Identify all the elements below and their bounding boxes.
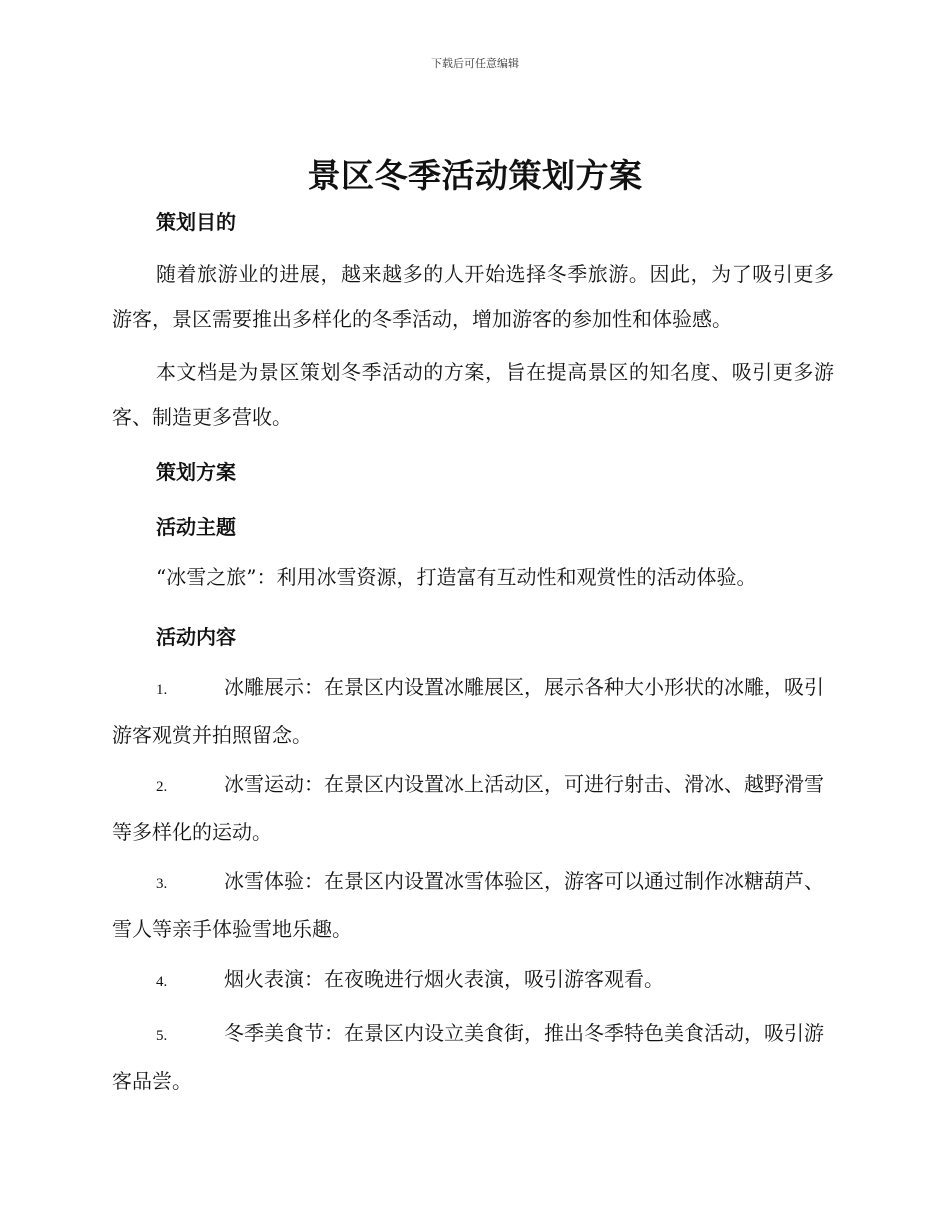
list-item-text: 冰雪体验：在景区内设置冰雪体验区，游客可以通过制作冰糖葫芦、雪人等亲手体验雪地乐趣。 bbox=[112, 869, 824, 941]
list-item-number: 5. bbox=[156, 1028, 168, 1044]
list-item bbox=[112, 957, 834, 1005]
paragraph-purpose-1: 随着旅游业的进展，越来越多的人开始选择冬季旅游。因此，为了吸引更多游客，景区需要推出多样化的冬季活动，增加游客的参加性和体验感。 bbox=[112, 262, 834, 331]
heading-plan: 策划方案 bbox=[156, 460, 236, 484]
heading-purpose: 策划目的 bbox=[156, 210, 236, 234]
paragraph-theme: “冰雪之旅”：利用冰雪资源，打造富有互动性和观赏性的活动体验。 bbox=[156, 565, 757, 589]
list-item-number: 2. bbox=[156, 779, 168, 795]
list-item bbox=[112, 665, 834, 758]
list-item bbox=[112, 859, 834, 952]
list-item bbox=[112, 1011, 834, 1104]
document-title: 景区冬季活动策划方案 bbox=[307, 156, 643, 195]
list-item-number: 1. bbox=[156, 682, 168, 698]
header-note: 下载后可任意编辑 bbox=[431, 57, 519, 70]
list-item bbox=[112, 762, 834, 855]
list-item-text: 冬季美食节：在景区内设立美食街，推出冬季特色美食活动，吸引游客品尝。 bbox=[112, 1021, 824, 1093]
list-item-text: 冰雪运动：在景区内设置冰上活动区，可进行射击、滑冰、越野滑雪等多样化的运动。 bbox=[112, 772, 824, 844]
list-item-text: 冰雕展示：在景区内设置冰雕展区，展示各种大小形状的冰雕，吸引游客观赏并拍照留念。 bbox=[112, 675, 824, 747]
heading-theme: 活动主题 bbox=[156, 515, 236, 539]
heading-content: 活动内容 bbox=[156, 625, 236, 649]
list-item-number: 3. bbox=[156, 876, 168, 892]
list-item-number: 4. bbox=[156, 974, 168, 990]
list-item-text: 烟火表演：在夜晚进行烟火表演，吸引游客观看。 bbox=[224, 967, 664, 991]
paragraph-purpose-2: 本文档是为景区策划冬季活动的方案，旨在提高景区的知名度、吸引更多游客、制造更多营收。 bbox=[112, 360, 834, 429]
